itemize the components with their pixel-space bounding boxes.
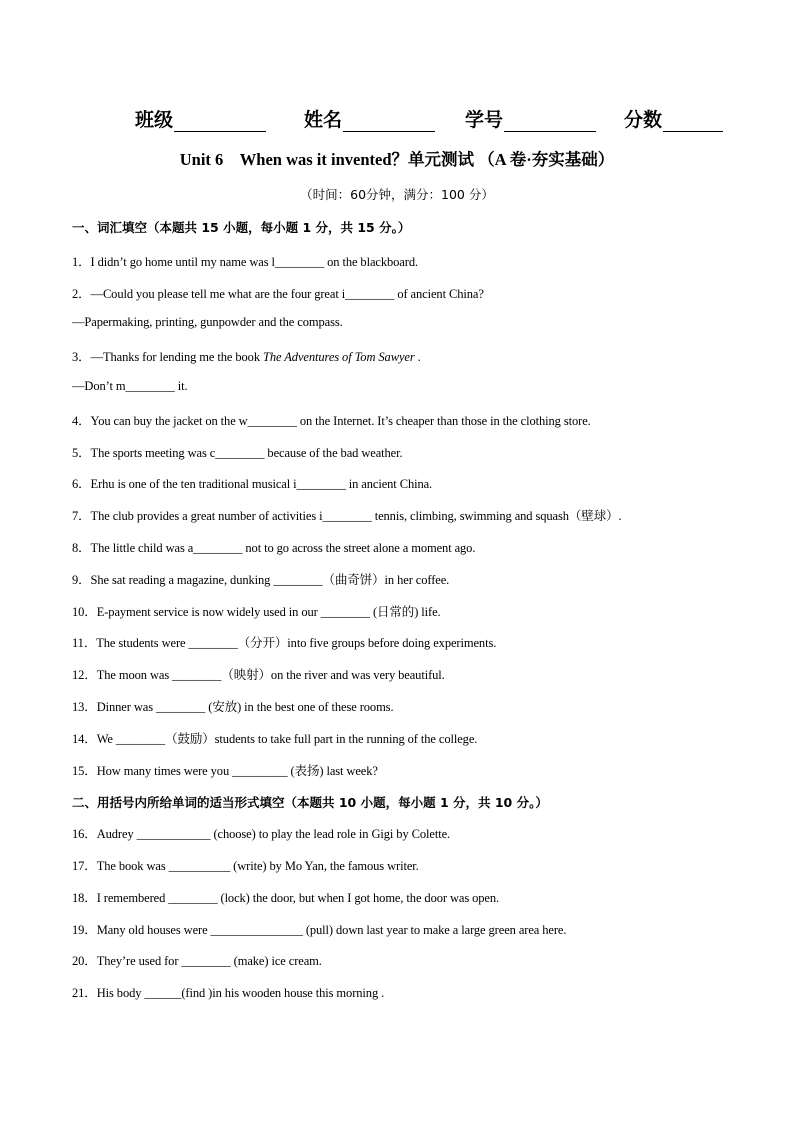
class-blank[interactable] (174, 111, 266, 132)
name-blank[interactable] (343, 111, 435, 132)
score-field (624, 105, 723, 132)
number-label: 学号 (465, 109, 504, 131)
question-2: 2．—Could you please tell me what are the four great i________ of ancient China? (72, 287, 484, 301)
number-field (465, 105, 596, 132)
class-field (135, 105, 266, 132)
section-heading-vocabulary: 一、词汇填空（本题共 15 小题，每小题 1 分，共 15 分。） (72, 220, 411, 235)
question-4: 4．You can buy the jacket on the w________ on the Internet. It’s cheaper than those in the clothing store. (72, 414, 591, 428)
question-16: 16．Audrey ____________ (choose) to play the lead role in Gigi by Colette. (72, 827, 451, 841)
name-label: 姓名 (304, 109, 343, 131)
question-9: 9．She sat reading a magazine, dunking ________（曲奇饼）in her coffee. (72, 573, 450, 587)
score-label: 分数 (624, 109, 663, 131)
question-1: 1．I didn’t go home until my name was l________ on the blackboard. (72, 255, 418, 269)
question-12: 12．The moon was ________（映射）on the river and was very beautiful. (72, 668, 445, 682)
question-18: 18．I remembered ________ (lock) the door, but when I got home, the door was open. (72, 891, 500, 905)
section-heading-word-forms: 二、用括号内所给单词的适当形式填空（本题共 10 小题，每小题 1 分，共 10 分。） (72, 795, 548, 810)
question-15: 15．How many times were you _________ (表扬) last week? (72, 764, 378, 778)
question-5: 5．The sports meeting was c________ because of the bad weather. (72, 446, 403, 460)
question-6: 6．Erhu is one of the ten traditional musical i________ in ancient China. (72, 477, 433, 491)
question-8: 8．The little child was a________ not to go across the street alone a moment ago. (72, 541, 476, 555)
question-7: 7．The club provides a great number of activities i________ tennis, climbing, swimming and squash（壁球）. (72, 509, 622, 523)
question-20: 20．They’re used for ________ (make) ice cream. (72, 954, 322, 968)
question-21: 21．His body ______(find )in his wooden house this morning . (72, 986, 385, 1000)
question-19: 19．Many old houses were _______________ (pull) down last year to make a large green area here. (72, 923, 567, 937)
score-blank[interactable] (663, 111, 723, 132)
number-blank[interactable] (504, 111, 596, 132)
question-3-answer-line: —Don’t m________ it. (72, 379, 188, 393)
question-2-answer-line: —Papermaking, printing, gunpowder and the compass. (72, 315, 343, 329)
question-3-end: . (414, 350, 421, 364)
question-3 (72, 347, 421, 365)
name-field (304, 105, 435, 132)
question-10: 10．E-payment service is now widely used in our ________ (日常的) life. (72, 605, 441, 619)
question-3-text: 3．—Thanks for lending me the book (72, 350, 264, 364)
question-11: 11．The students were ________（分开）into five groups before doing experiments. (72, 636, 497, 650)
page-title: Unit 6 When was it invented？单元测试 （A 卷·夯实基础） (179, 150, 615, 169)
exam-info: （时间：60分钟，满分：100 分） (300, 187, 494, 202)
class-label: 班级 (135, 109, 174, 131)
question-17: 17．The book was __________ (write) by Mo Yan, the famous writer. (72, 859, 419, 873)
student-info-header (135, 104, 735, 132)
book-title: The Adventures of Tom Sawyer (263, 350, 415, 364)
question-14: 14．We ________（鼓励）students to take full part in the running of the college. (72, 732, 478, 746)
question-13: 13．Dinner was ________ (安放) in the best one of these rooms. (72, 700, 394, 714)
